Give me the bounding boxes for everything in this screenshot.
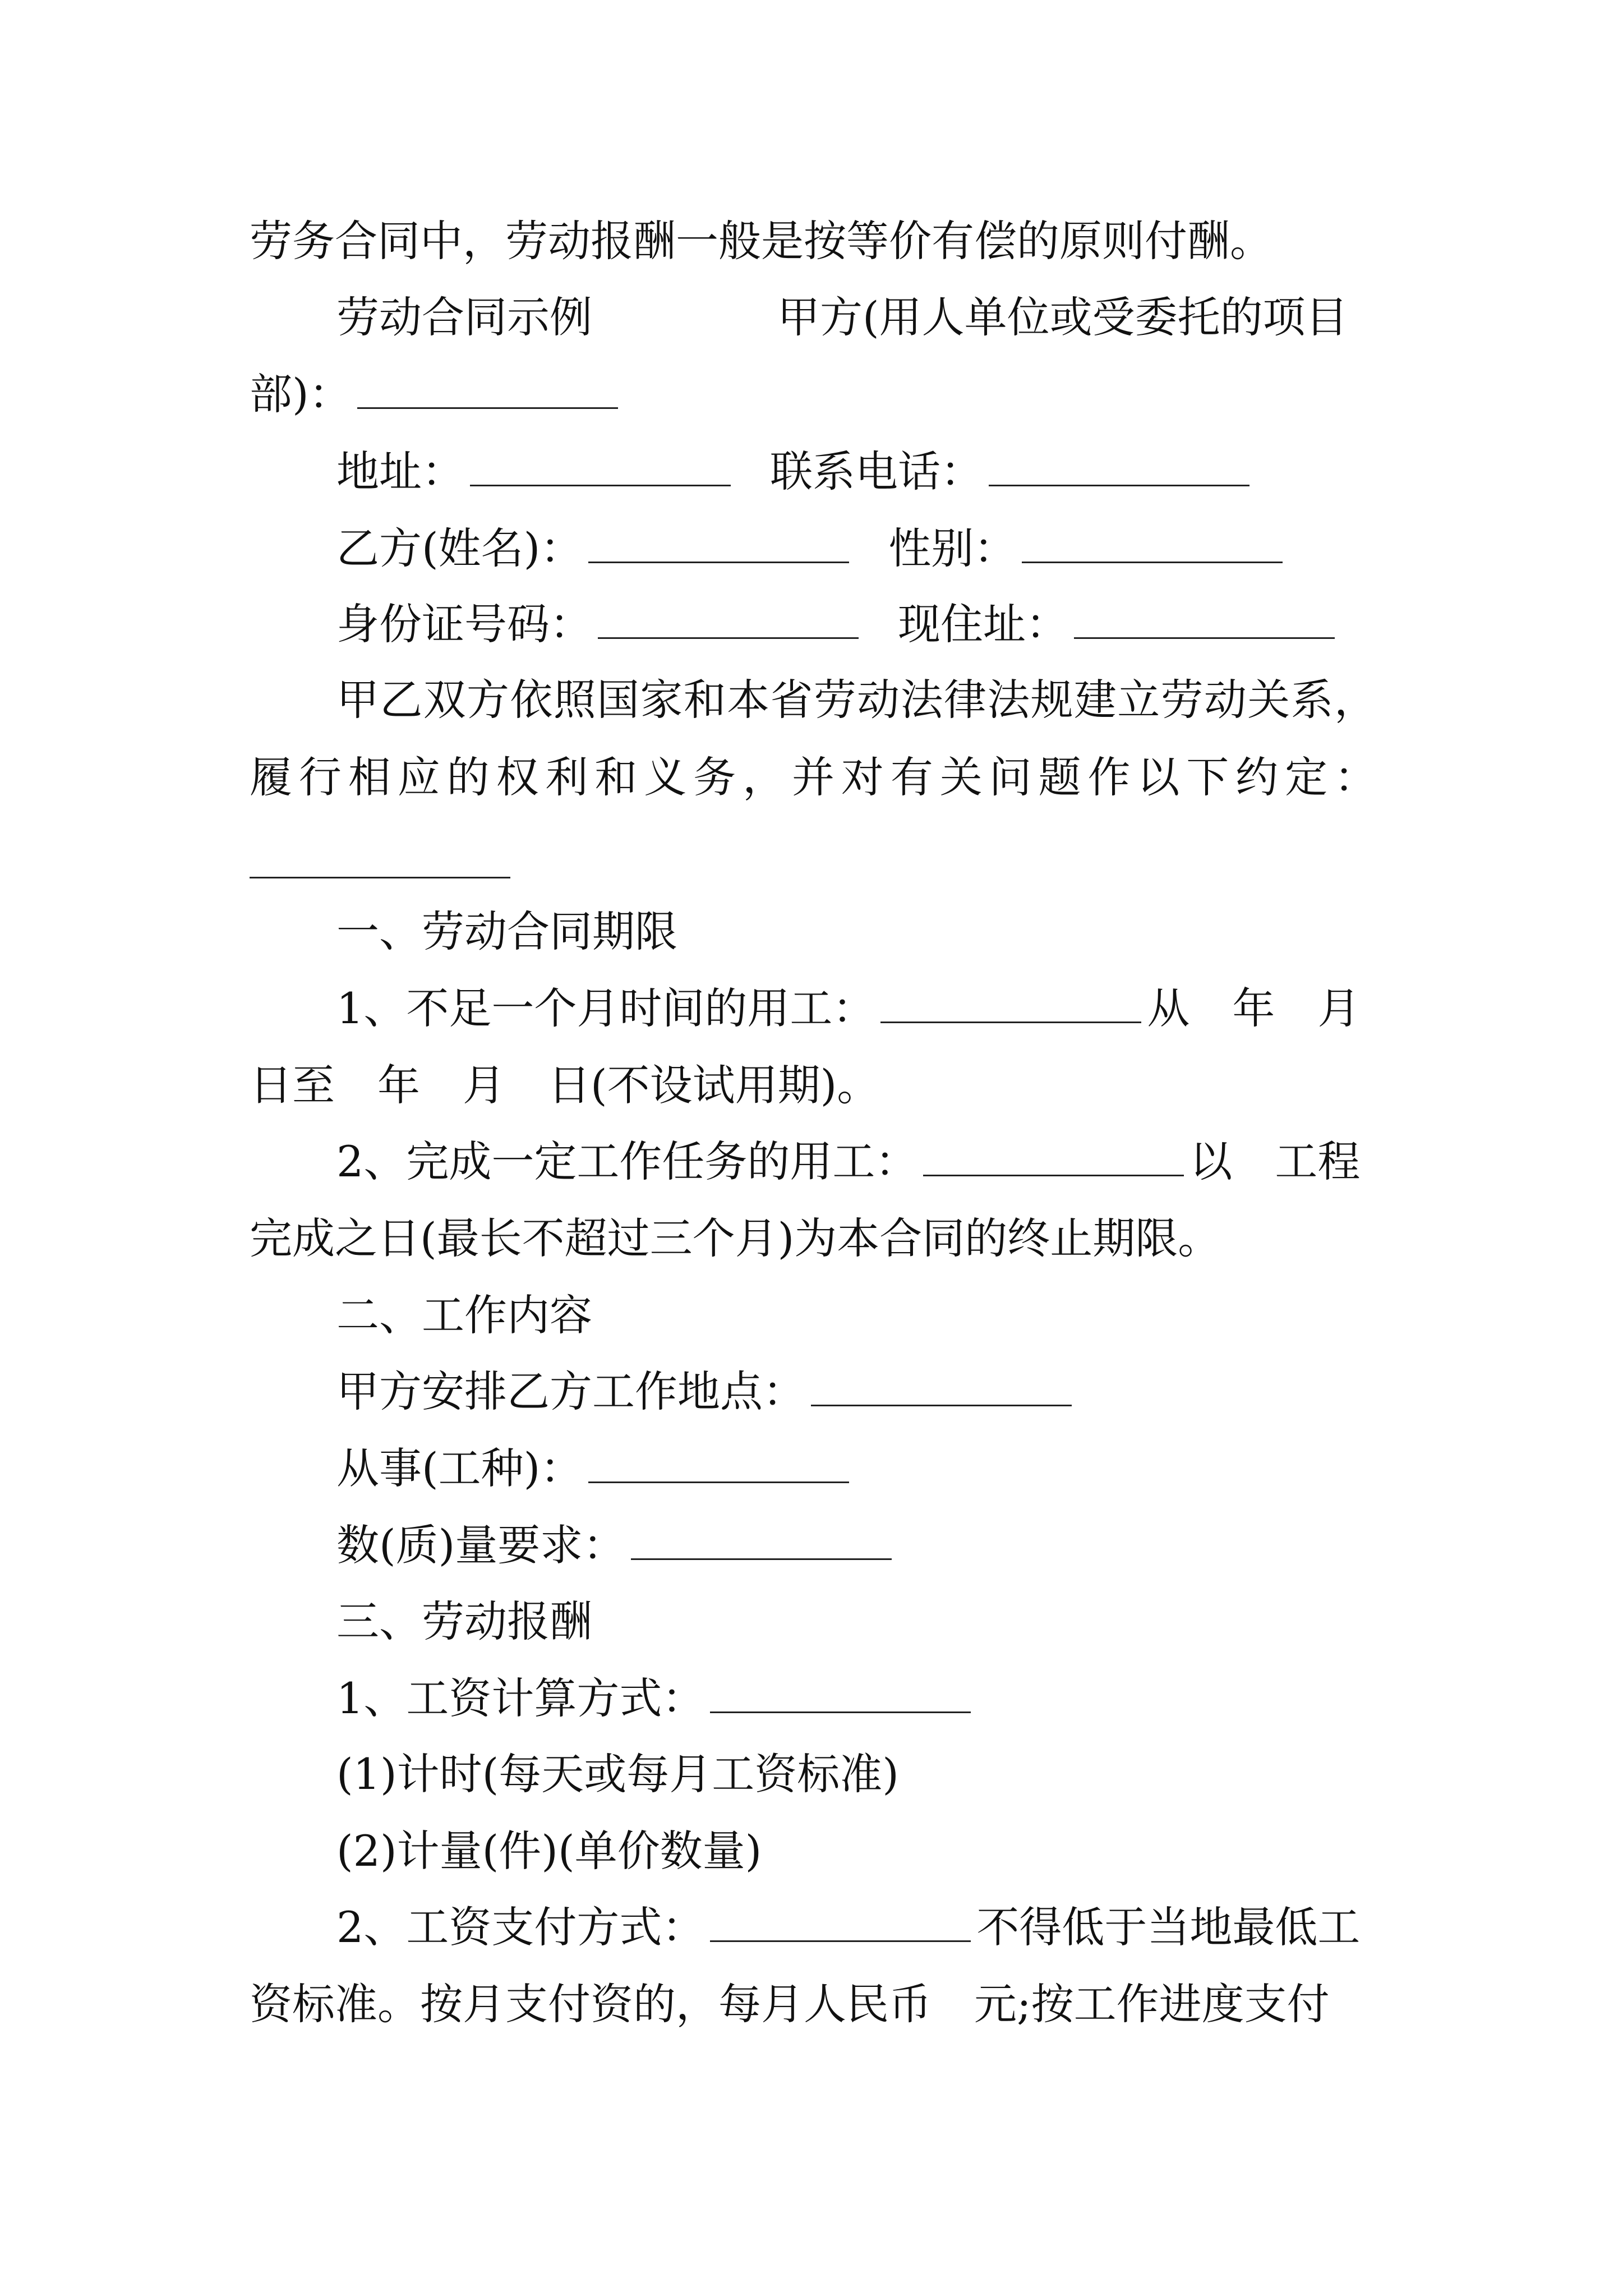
text-line bbox=[250, 751, 1377, 804]
text-line bbox=[336, 1747, 899, 1801]
text-line bbox=[336, 1519, 897, 1572]
text-line bbox=[336, 597, 1340, 651]
id-number-blank[interactable] bbox=[598, 604, 859, 639]
gender-label: 性别： bbox=[888, 523, 1017, 573]
job-type-label: 从事(工种)： bbox=[336, 1443, 583, 1493]
short-term-date-prefix: 从 年 月 bbox=[1147, 983, 1361, 1033]
paragraph-text: 甲乙双方依照国家和本省劳动法律法规建立劳动关系， bbox=[336, 675, 1377, 725]
phone-label: 联系电话： bbox=[770, 447, 983, 496]
text-line bbox=[336, 982, 1360, 1036]
job-type-blank[interactable] bbox=[588, 1448, 849, 1483]
section-heading-pay: 三、劳动报酬 bbox=[336, 1596, 592, 1646]
quality-requirement-blank[interactable] bbox=[631, 1525, 892, 1560]
text-line bbox=[336, 673, 1377, 727]
paragraph-text: 日至 年 月 日(不设试用期)。 bbox=[250, 1060, 880, 1110]
text-line bbox=[250, 214, 1272, 268]
wage-calc-label: 1、工资计算方式： bbox=[336, 1673, 705, 1723]
text-line bbox=[336, 445, 1255, 499]
text-line bbox=[336, 1672, 976, 1726]
current-address-label: 现住址： bbox=[898, 599, 1068, 649]
wage-option-piece: (2)计量(件)(单价数量) bbox=[336, 1826, 762, 1876]
party-a-label: 甲方(用人单位或受委托的项目 bbox=[777, 292, 1348, 342]
text-line bbox=[336, 1442, 855, 1496]
text-line bbox=[250, 1977, 1330, 2031]
current-address-blank[interactable] bbox=[1074, 604, 1335, 639]
wage-payment-label: 2、工资支付方式： bbox=[336, 1902, 705, 1952]
gender-blank[interactable] bbox=[1022, 528, 1283, 563]
wage-calc-blank[interactable] bbox=[710, 1678, 971, 1713]
paragraph-text: 履行相应的权利和义务，并对有关问题作以下约定： bbox=[250, 752, 1377, 802]
section-heading-term: 一、劳动合同期限 bbox=[336, 907, 677, 956]
party-a-label-cont: 部)： bbox=[250, 369, 352, 419]
text-line bbox=[250, 1212, 1220, 1266]
text-line bbox=[250, 367, 624, 421]
wage-option-time: (1)计时(每天或每月工资标准) bbox=[336, 1749, 899, 1799]
paragraph-text: 劳务合同中，劳动报酬一般是按等价有偿的原则付酬。 bbox=[250, 216, 1272, 266]
text-line bbox=[336, 1824, 762, 1878]
phone-blank[interactable] bbox=[989, 451, 1249, 486]
section-heading-content: 二、工作内容 bbox=[336, 1290, 592, 1340]
wage-payment-suffix: 不得低于当地最低工 bbox=[976, 1902, 1361, 1952]
paragraph-text: 资标准。按月支付资的，每月人民币 元;按工作进度支付 bbox=[250, 1979, 1330, 2029]
text-line bbox=[336, 1901, 1360, 1954]
id-number-label: 身份证号码： bbox=[336, 599, 592, 649]
text-line bbox=[336, 1289, 592, 1342]
text-line bbox=[336, 905, 677, 959]
party-a-blank[interactable] bbox=[357, 374, 618, 409]
work-location-label: 甲方安排乙方工作地点： bbox=[336, 1366, 805, 1416]
task-based-label: 2、完成一定工作任务的用工： bbox=[336, 1137, 918, 1186]
short-term-blank[interactable] bbox=[880, 988, 1141, 1023]
work-location-blank[interactable] bbox=[811, 1371, 1072, 1406]
task-based-suffix: 以 工程 bbox=[1189, 1137, 1361, 1186]
party-b-name-label: 乙方(姓名)： bbox=[336, 523, 583, 573]
address-blank[interactable] bbox=[470, 451, 731, 486]
text-line bbox=[336, 1595, 592, 1649]
text-line bbox=[336, 1135, 1360, 1189]
short-term-label: 1、不足一个月时间的用工： bbox=[336, 983, 875, 1033]
text-line bbox=[336, 1365, 1077, 1419]
contract-example-heading: 劳动合同示例 bbox=[336, 292, 592, 342]
agreement-blank[interactable] bbox=[250, 877, 510, 878]
text-line bbox=[250, 1059, 879, 1112]
text-line bbox=[336, 522, 1288, 576]
paragraph-text: 完成之日(最长不超过三个月)为本合同的终止期限。 bbox=[250, 1213, 1221, 1263]
address-label: 地址： bbox=[336, 447, 464, 496]
text-line bbox=[336, 291, 1348, 344]
party-b-name-blank[interactable] bbox=[588, 528, 849, 563]
task-based-blank[interactable] bbox=[923, 1141, 1184, 1176]
quality-requirement-label: 数(质)量要求： bbox=[336, 1520, 626, 1570]
wage-payment-blank[interactable] bbox=[710, 1907, 971, 1942]
